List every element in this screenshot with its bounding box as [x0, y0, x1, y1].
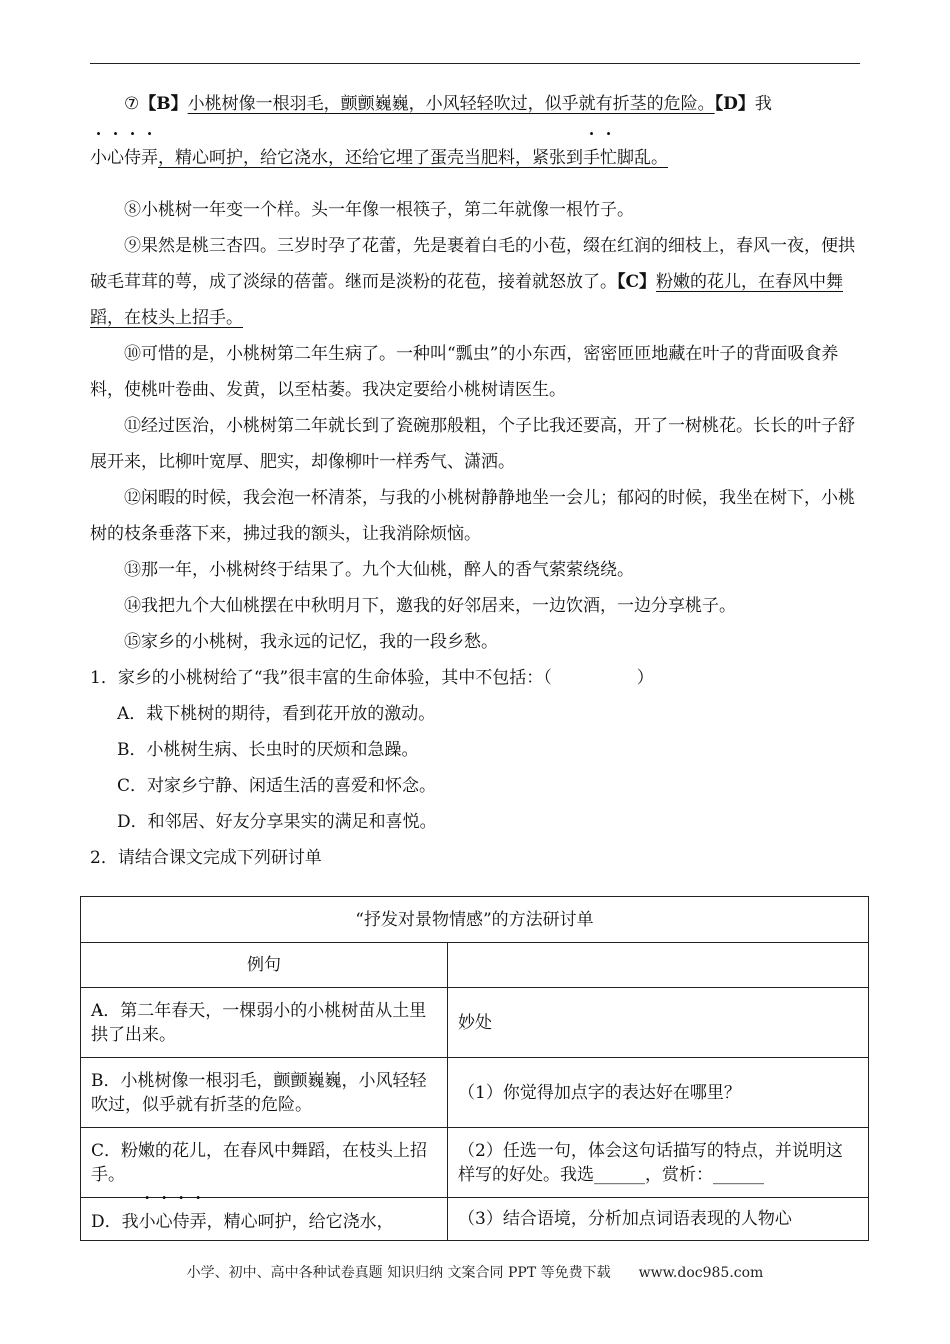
sentence-d-middle: ，精心呵护，给它浇水，还给它埋了蛋壳当肥料，紧张到	[158, 148, 583, 168]
dotted-char: 忙	[600, 148, 617, 168]
worksheet-table	[80, 896, 869, 1241]
row-c-question: （2）任选一句，体会这句话描写的特点，并说明这样写的好处。我选______，赏析：______	[448, 1128, 869, 1198]
paragraph-7-cont	[90, 140, 860, 176]
row-d-question: （3）结合语境，分析加点词语表现的人物心	[448, 1198, 869, 1241]
row-d-text-start: D．我	[91, 1212, 139, 1232]
paragraph-9	[90, 228, 860, 336]
dotted-char: 弄	[141, 148, 158, 168]
dotted-char: 小	[90, 148, 107, 168]
dotted-char: 侍	[172, 1212, 190, 1232]
question-1-option-d: D．和邻居、好友分享果实的满足和喜悦。	[117, 812, 437, 832]
dotted-char: 手	[583, 148, 600, 168]
paragraph-number: ⑦	[124, 94, 140, 114]
row-a-sentence	[81, 988, 448, 1058]
marker-c: 【C】	[617, 272, 657, 292]
passage	[90, 86, 860, 876]
dotted-char: 侍	[124, 148, 141, 168]
marker-d: 【D】	[714, 94, 755, 114]
question-2-stem: 2．请结合课文完成下列研讨单	[90, 848, 322, 868]
dotted-char: 小	[138, 1212, 156, 1232]
paragraph-14: ⑭我把九个大仙桃摆在中秋明月下，邀我的好邻居来，一边饮酒，一边分享桃子。	[124, 596, 736, 616]
row-d-text-end: ，精心呵护，给它浇水，	[206, 1212, 394, 1232]
row-a-text-end: 了出来。	[108, 1024, 176, 1045]
paragraph-15: ⑮家乡的小桃树，我永远的记忆，我的一段乡愁。	[124, 632, 498, 652]
table-title: “抒发对景物情感”的方法研讨单	[81, 897, 869, 943]
row-c-sentence: C．粉嫩的花儿，在春风中舞蹈，在枝头上招手。	[81, 1128, 448, 1198]
dotted-char: 弄	[189, 1212, 207, 1232]
paragraph-13: ⑬那一年，小桃树终于结果了。九个大仙桃，醉人的香气萦萦绕绕。	[124, 560, 634, 580]
paragraph-9-text: ⑨果然是桃三杏四。三岁时孕了花蕾，先是裹着白毛的小苞，缀在红润的细枝上，春风一夜，便拱破毛茸茸的萼，成了淡绿的蓓蕾。继而是淡粉的花苞，接着就怒放了。	[90, 236, 855, 292]
paragraph-7	[90, 86, 860, 122]
paragraph-12: ⑫闲暇的时候，我会泡一杯清茶，与我的小桃树静静地坐一会儿；郁闷的时候，我坐在树下，小桃树的枝条垂落下来，拂过我的额头，让我消除烦恼。	[90, 488, 855, 544]
table-row	[81, 1058, 869, 1128]
sentence-d-start: 我	[754, 94, 772, 114]
marker-b: 【B】	[139, 94, 188, 114]
dotted-char: 心	[155, 1212, 173, 1232]
sentence-d-end: 脚乱。	[617, 148, 668, 168]
dotted-char: 心	[107, 148, 124, 168]
row-d-sentence	[81, 1198, 448, 1241]
paragraph-10: ⑩可惜的是，小桃树第二年生病了。一种叫“瓢虫”的小东西，密密匝匝地藏在叶子的背面吸食养料，使桃叶卷曲、发黄，以至枯萎。我决定要给小桃树请医生。	[90, 344, 839, 400]
question-1-option-c: C．对家乡宁静、闲适生活的喜爱和怀念。	[117, 776, 437, 796]
sentence-c: 粉嫩的花儿，在春风中舞蹈，在枝头上招手。	[90, 272, 844, 328]
paragraph-8: ⑧小桃树一年变一个样。头一年像一根筷子，第二年就像一根竹子。	[124, 200, 634, 220]
page-footer: 小学、初中、高中各种试卷真题 知识归纳 文案合同 PPT 等免费下载 www.doc985.com	[186, 1265, 764, 1281]
table-row	[81, 1198, 869, 1241]
paragraph-11: ⑪经过医治，小桃树第二年就长到了瓷碗那般粗，个子比我还要高，开了一树桃花。长长的叶子舒展开来，比柳叶宽厚、肥实，却像柳叶一样秀气、潇洒。	[90, 416, 855, 472]
table-header-right	[448, 943, 869, 988]
row-b-question: （1）你觉得加点字的表达好在哪里？	[448, 1058, 869, 1128]
row-a-text-start: A．第二年春天，一棵弱小的小桃树苗从土里	[91, 1000, 427, 1021]
question-1-option-b: B．小桃树生病、长虫时的厌烦和急躁。	[117, 740, 419, 760]
top-rule	[90, 63, 860, 64]
table-row	[81, 1128, 869, 1198]
question-1-option-a: A．栽下桃树的期待，看到花开放的激动。	[117, 704, 436, 724]
row-b-sentence: B．小桃树像一根羽毛，颤颤巍巍，小风轻轻吹过，似乎就有折茎的危险。	[81, 1058, 448, 1128]
sentence-b: 小桃树像一根羽毛，颤颤巍巍，小风轻轻吹过，似乎就有折茎的危险。	[187, 94, 715, 114]
table-header-left: 例句	[81, 943, 448, 988]
row-a-answer: 妙处	[448, 988, 869, 1058]
question-1-stem: 1．家乡的小桃树给了“我”很丰富的生命体验，其中不包括：（ ）	[90, 668, 654, 688]
dotted-char: 拱	[91, 1024, 108, 1045]
table-row	[81, 988, 869, 1058]
